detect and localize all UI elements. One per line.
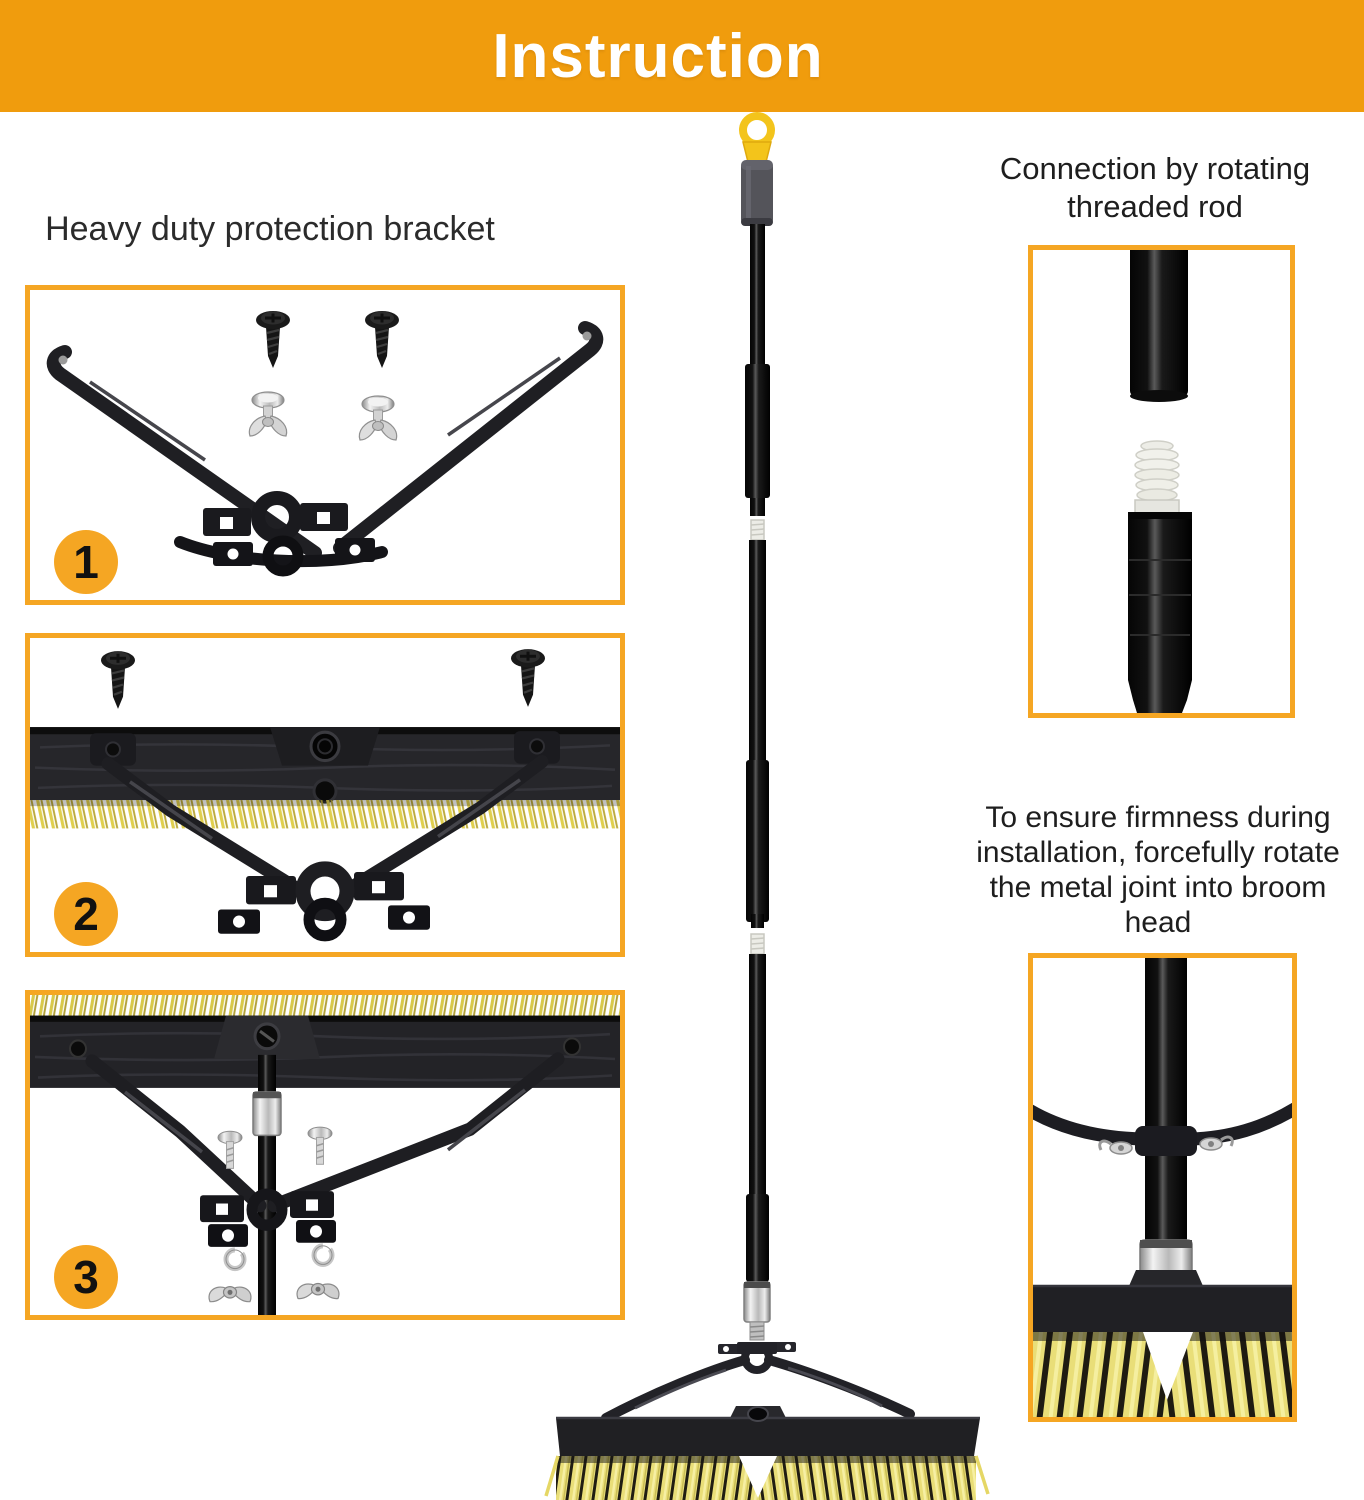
clamp-ring [180, 538, 382, 571]
grip [741, 160, 773, 226]
threaded-tip [751, 934, 764, 954]
bristles [30, 800, 620, 828]
broom-head-pole-illustration [30, 995, 620, 1315]
left-heading: Heavy duty protection bracket [45, 210, 495, 248]
step-badge [54, 882, 118, 946]
note-connection [975, 150, 1335, 226]
page-title: Instruction [492, 21, 824, 91]
threaded-tip [1135, 441, 1179, 514]
threaded-rod-panel [1028, 245, 1295, 718]
step-badge-number: 1 [73, 536, 99, 588]
note-line: To ensure firmness during [985, 801, 1331, 834]
note-line: head [1124, 906, 1192, 939]
bracket-arm [54, 352, 315, 553]
screw-icon [256, 311, 290, 368]
wing-nut-icon [1100, 1141, 1132, 1154]
pole-segment [746, 954, 769, 1282]
bolt-icon [308, 1127, 332, 1164]
title-banner [0, 0, 1364, 112]
threaded-rod-illustration [1033, 250, 1290, 713]
broom-joint-panel [1028, 953, 1297, 1422]
pole-segment [745, 224, 770, 516]
wing-nut-icon [209, 1287, 251, 1302]
washer-icon [226, 1250, 244, 1269]
note-line: Connection by rotating [999, 151, 1311, 186]
metal-joint [744, 1282, 770, 1340]
note-firmness [933, 800, 1364, 940]
step-panel-1 [25, 285, 625, 605]
clamp-ring [218, 869, 430, 936]
step-badge [54, 530, 118, 594]
step-panel-2 [25, 633, 625, 957]
note-line: installation, forcefully rotate [976, 836, 1340, 869]
step-badge-number: 2 [73, 888, 99, 940]
wing-bolt-icon [359, 396, 396, 440]
hang-loop-icon [743, 116, 771, 162]
note-line: threaded rod [1067, 189, 1243, 224]
broom-joint-illustration [1033, 958, 1292, 1417]
note-line: the metal joint into broom [989, 871, 1327, 904]
pole-segment [746, 540, 769, 928]
step-panel-3 [25, 990, 625, 1320]
bracket-kit-illustration [30, 290, 620, 600]
metal-joint [253, 1092, 281, 1135]
broom-head-bracket-illustration [30, 638, 620, 952]
wing-bolt-icon [249, 392, 286, 436]
threaded-tip [751, 520, 764, 540]
pole-segment [1128, 512, 1192, 713]
pole-segment [1145, 958, 1187, 1244]
screw-icon [365, 311, 399, 368]
pole-segment [1130, 250, 1188, 402]
wing-nut-icon [297, 1284, 339, 1299]
washer-icon [314, 1246, 332, 1265]
broom-bar [1033, 1270, 1292, 1332]
screw-icon [101, 651, 135, 709]
step-badge [54, 1245, 118, 1309]
step-badge-number: 3 [73, 1251, 99, 1303]
